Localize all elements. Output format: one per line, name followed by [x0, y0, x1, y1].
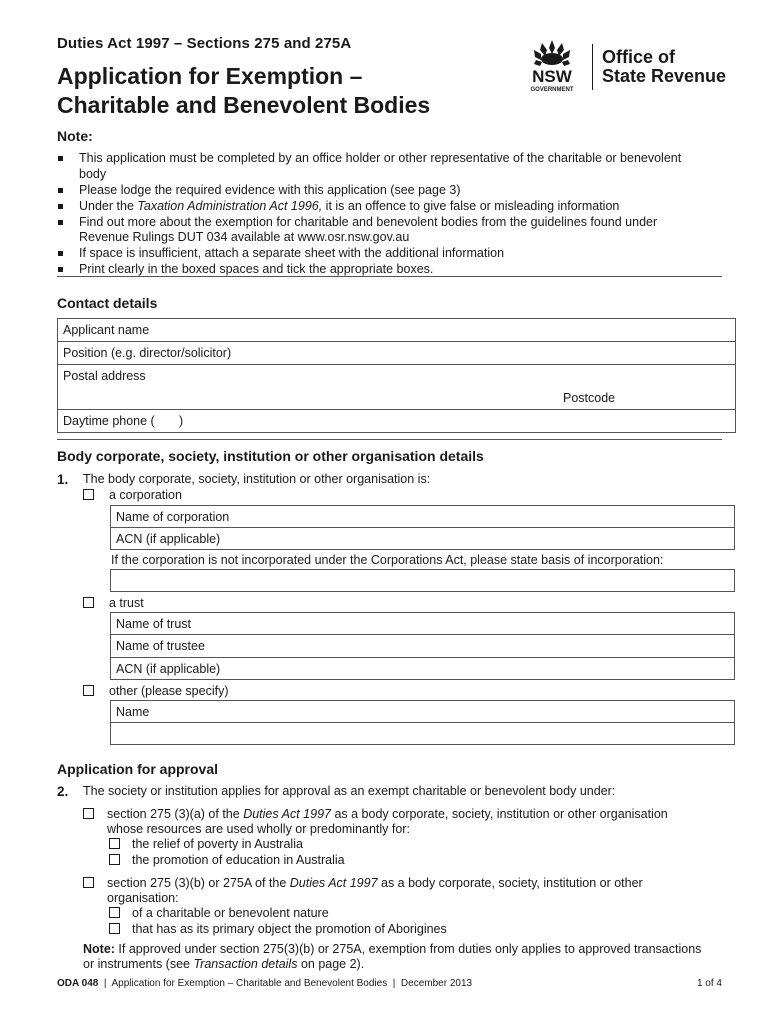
- promotion-of-education-label: the promotion of education in Australia: [132, 853, 345, 867]
- relief-of-poverty-label: the relief of poverty in Australia: [132, 837, 303, 851]
- name-of-corporation-label: Name of corporation: [116, 510, 230, 524]
- approval-note-text-b: or instruments (see: [83, 957, 194, 971]
- applicant-name-label: Applicant name: [63, 323, 150, 337]
- opt2-text-c: organisation:: [107, 891, 179, 905]
- bullet-icon: [58, 220, 63, 225]
- nsw-osr-logo: [520, 38, 732, 98]
- logo-divider: [592, 44, 593, 90]
- name-of-trust-field[interactable]: [111, 613, 734, 635]
- approval-note-link-text: Transaction details: [193, 957, 298, 971]
- bullet-icon: [58, 156, 63, 161]
- postcode-label: Postcode: [563, 391, 616, 405]
- page-title: [57, 62, 430, 120]
- daytime-phone-field[interactable]: [58, 410, 735, 432]
- opt1-text-b: as a body corporate, society, institution or other organisation: [330, 807, 668, 821]
- promotion-of-aborigines-checkbox[interactable]: [109, 923, 120, 934]
- opt2-act-name: Duties Act 1997: [289, 876, 378, 890]
- section-275-3b-text: [107, 876, 717, 906]
- bullet-icon: [58, 188, 63, 193]
- charitable-nature-label: of a charitable or benevolent nature: [132, 906, 329, 920]
- position-label: Position (e.g. director/solicitor): [63, 346, 232, 360]
- approval-note: [83, 942, 723, 972]
- section-275-3a-checkbox[interactable]: [83, 808, 94, 819]
- trust-box: [110, 612, 735, 680]
- other-name-label: Name: [116, 705, 150, 719]
- question-2-text: The society or institution applies for approval as an exempt charitable or benevolent body under:: [83, 784, 616, 798]
- name-of-trust-label: Name of trust: [116, 617, 192, 631]
- note-item-text-suffix: it is an offence to give false or misleading information: [322, 198, 620, 213]
- acn-corporation-field[interactable]: [111, 528, 734, 549]
- logo-government-text: GOVERNMENT: [530, 87, 574, 93]
- name-of-trustee-field[interactable]: [111, 635, 734, 658]
- trust-checkbox[interactable]: [83, 597, 94, 608]
- note-item-text: Find out more about the exemption for charitable and benevolent bodies from the guidelines found under Revenue Rulings DUT 034 available at www.osr.nsw.gov.au: [79, 214, 658, 244]
- opt2-text-a: section 275 (3)(b) or 275A of the: [107, 876, 290, 890]
- bullet-icon: [58, 251, 63, 256]
- acn-trust-label: ACN (if applicable): [116, 662, 221, 676]
- opt1-act-name: Duties Act 1997: [243, 807, 331, 821]
- page-number: 1 of 4: [696, 978, 722, 989]
- contact-heading: Contact details: [57, 295, 158, 311]
- title-line-2: Charitable and Benevolent Bodies: [57, 92, 431, 118]
- trust-label: a trust: [109, 596, 144, 610]
- postal-address-label: Postal address: [63, 369, 146, 383]
- name-of-trustee-label: Name of trustee: [116, 639, 205, 653]
- waratah-icon: [520, 38, 584, 94]
- applicant-name-field[interactable]: [58, 319, 735, 342]
- question-1-number: 1.: [57, 472, 69, 487]
- acn-corporation-label: ACN (if applicable): [116, 532, 221, 546]
- position-field[interactable]: [58, 342, 735, 365]
- other-label: other (please specify): [109, 684, 229, 698]
- note-item: [57, 183, 697, 199]
- corporation-box: [110, 505, 735, 550]
- opt1-text-c: whose resources are used wholly or predominantly for:: [107, 822, 410, 836]
- not-incorporated-text: If the corporation is not incorporated under the Corporations Act, please state basis of incorporation:: [111, 553, 664, 567]
- corporation-checkbox[interactable]: [83, 489, 94, 500]
- divider: [57, 439, 722, 440]
- promotion-of-aborigines-label: that has as its primary object the promotion of Aborigines: [132, 922, 447, 936]
- other-box: [110, 700, 735, 745]
- postal-address-field[interactable]: [58, 365, 735, 410]
- promotion-of-education-checkbox[interactable]: [109, 854, 120, 865]
- acn-trust-field[interactable]: [111, 658, 734, 679]
- title-line-1: Application for Exemption –: [57, 63, 363, 89]
- approval-note-text-a: If approved under section 275(3)(b) or 275A, exemption from duties only applies to approved transactions: [114, 942, 702, 956]
- note-item-text: Please lodge the required evidence with this application (see page 3): [79, 182, 461, 197]
- name-of-corporation-field[interactable]: [111, 506, 734, 528]
- question-1-text: The body corporate, society, institution or other organisation is:: [83, 472, 431, 486]
- note-item-text: If space is insufficient, attach a separate sheet with the additional information: [79, 246, 505, 260]
- daytime-phone-label: Daytime phone ( ): [63, 414, 184, 428]
- approval-note-text-c: on page 2).: [297, 957, 365, 971]
- opt1-text-a: section 275 (3)(a) of the: [107, 807, 244, 821]
- note-item: [57, 246, 697, 262]
- relief-of-poverty-checkbox[interactable]: [109, 838, 120, 849]
- page-footer: [57, 978, 722, 989]
- note-item: [57, 215, 697, 246]
- note-item-text: Under the: [79, 198, 138, 213]
- corporation-label: a corporation: [109, 488, 182, 502]
- logo-nsw-text: NSW: [532, 67, 572, 86]
- divider: [57, 276, 722, 277]
- basis-of-incorporation-field[interactable]: [110, 569, 735, 592]
- other-checkbox[interactable]: [83, 685, 94, 696]
- bullet-icon: [58, 267, 63, 272]
- contact-details-box: [57, 318, 736, 433]
- other-name-field[interactable]: [111, 701, 734, 723]
- note-heading: Note:: [57, 128, 93, 144]
- note-list: [57, 151, 697, 278]
- logo-osr-line-1: Office of: [602, 47, 676, 67]
- approval-heading: Application for approval: [57, 761, 219, 777]
- nsw-waratah-logo: [520, 38, 584, 94]
- logo-osr-text: [602, 48, 726, 86]
- note-item-act-name: Taxation Administration Act 1996,: [137, 198, 323, 213]
- question-2-number: 2.: [57, 784, 69, 799]
- approval-note-label: Note:: [83, 942, 115, 956]
- form-code: ODA 048: [57, 978, 99, 989]
- other-specify-field[interactable]: [111, 723, 734, 744]
- section-275-3a-text: [107, 807, 717, 837]
- logo-osr-line-2: State Revenue: [602, 66, 727, 86]
- note-item-text: Print clearly in the boxed spaces and tick the appropriate boxes.: [79, 262, 434, 276]
- charitable-nature-checkbox[interactable]: [109, 907, 120, 918]
- note-item-text: This application must be completed by an office holder or other representative of the charitable or benevolent body: [79, 151, 682, 181]
- note-item: [57, 199, 697, 215]
- body-details-heading: Body corporate, society, institution or other organisation details: [57, 448, 484, 464]
- opt2-text-b: as a body corporate, society, institution or other: [377, 876, 643, 890]
- note-item: [57, 151, 697, 182]
- section-275-3b-checkbox[interactable]: [83, 877, 94, 888]
- footer-description: | Application for Exemption – Charitable and Benevolent Bodies | December 2013: [98, 978, 473, 989]
- act-reference: Duties Act 1997 – Sections 275 and 275A: [57, 35, 352, 52]
- bullet-icon: [58, 204, 63, 209]
